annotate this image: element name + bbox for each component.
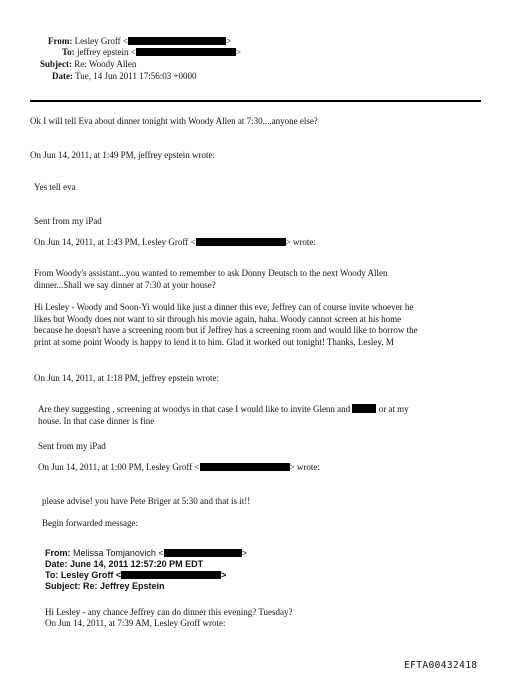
to-label: To: [62,47,75,57]
subject-label: Subject: [40,59,72,69]
redaction-bar [200,463,290,471]
redaction-bar [164,549,242,557]
fwd-date-label: Date: [45,559,68,569]
woody-line-1: Hi Lesley - Woody and Soon-Yi would like just a dinner this eve, Jeffrey can of course invite whoever he [34,302,414,312]
from-value: Lesley Groff < [74,36,128,46]
sent-from-ipad-1: Sent from my iPad [34,216,102,226]
fwd-from-tail: > [241,548,247,558]
fwd-subject-label: Subject: [45,581,81,591]
redaction-bar [196,238,286,246]
assistant-line-2: dinner...Shall we say dinner at 7:30 at your house? [34,279,216,290]
to-value: jeffrey epstein < [76,47,136,57]
quote-header-3: On Jun 14, 2011, at 1:18 PM, jeffrey epstein wrote: [34,373,219,383]
fwd-subject-line [45,581,165,592]
advise-line: please advise! you have Pete Briger at 5:30 and that is it!! [42,496,251,506]
fwd-to-label: To: [45,570,59,580]
fwd-subject-value: Re: Jeffrey Epstein [83,581,165,591]
quote-2-suffix: > wrote: [285,237,316,247]
fwd-from-value: Melissa Tomjanovich < [73,548,164,558]
header-subject-line [40,59,136,70]
date-label: Date: [52,71,73,81]
woody-paragraph [34,302,418,348]
woody-line-3: because he doesn't have a screening room but if Jeffrey has a screening room and would like to borrow the [34,325,418,335]
quote-header-1: On Jun 14, 2011, at 1:49 PM, jeffrey epstein wrote: [30,150,215,160]
body-line-1: Ok I will tell Eva about dinner tonight with Woody Allen at 7:30....anyone else? [30,116,318,126]
woody-line-2: likes but Woody does not want to sit through his movie again, haha. Woody cannot screen at his home [34,313,402,324]
assistant-paragraph [34,268,388,291]
header-date-line [52,71,197,82]
suggest-line-1b: or at my [378,404,409,414]
quote-4-prefix: On Jun 14, 2011, at 1:00 PM, Lesley Groff < [38,462,200,472]
suggest-line-2: house. In that case dinner is fine [38,415,155,426]
quote-header-2 [34,237,316,248]
redaction-bar [136,48,236,56]
tail-line-2: On Jun 14, 2011, at 7:39 AM, Lesley Groff wrote: [45,618,226,628]
sent-from-ipad-2: Sent from my iPad [38,441,106,451]
redaction-bar [352,404,376,413]
suggest-line-1a: Are they suggesting , screening at woodys in that case I would like to invite Glenn and [38,404,351,414]
date-value: Tue, 14 Jun 2011 17:56:03 +0000 [75,71,197,81]
suggest-paragraph [38,404,409,427]
header-to-line [62,47,241,58]
from-label: From: [48,36,73,46]
redaction-bar [121,571,221,579]
assistant-line-1: From Woody's assistant...you wanted to remember to ask Donny Deutsch to the next Woody Allen [34,268,388,278]
woody-line-4: print at some point Woody is happy to lend it to him. Glad it worked out tonight! Thanks, Lesley. M [34,336,394,347]
document-id: EFTA00432418 [404,660,478,671]
quote-2-prefix: On Jun 14, 2011, at 1:43 PM, Lesley Groff < [34,237,196,247]
fwd-from-label: From: [45,548,71,558]
subject-value: Re: Woody Allen [74,59,137,69]
to-tail: > [235,47,241,57]
tail-line-1: Hi Lesley - any chance Jeffrey can do dinner this evening? Tuesday? [45,607,293,617]
redaction-bar [128,37,226,45]
fwd-to-line [45,570,226,581]
fwd-from-line [45,548,247,559]
suggest-line-1 [38,404,409,416]
fwd-date-line [45,559,203,570]
header-divider [30,100,481,102]
fwd-date-value: June 14, 2011 12:57:20 PM EDT [70,559,204,569]
fwd-to-tail: > [221,570,227,580]
quote-4-suffix: > wrote: [289,462,320,472]
header-from-line [48,36,231,47]
reply-1: Yes tell eva [34,182,76,192]
forwarded-line: Begin forwarded message: [42,518,138,528]
quote-header-4 [38,462,320,473]
fwd-to-value: Lesley Groff < [60,570,122,580]
from-tail: > [225,36,232,46]
